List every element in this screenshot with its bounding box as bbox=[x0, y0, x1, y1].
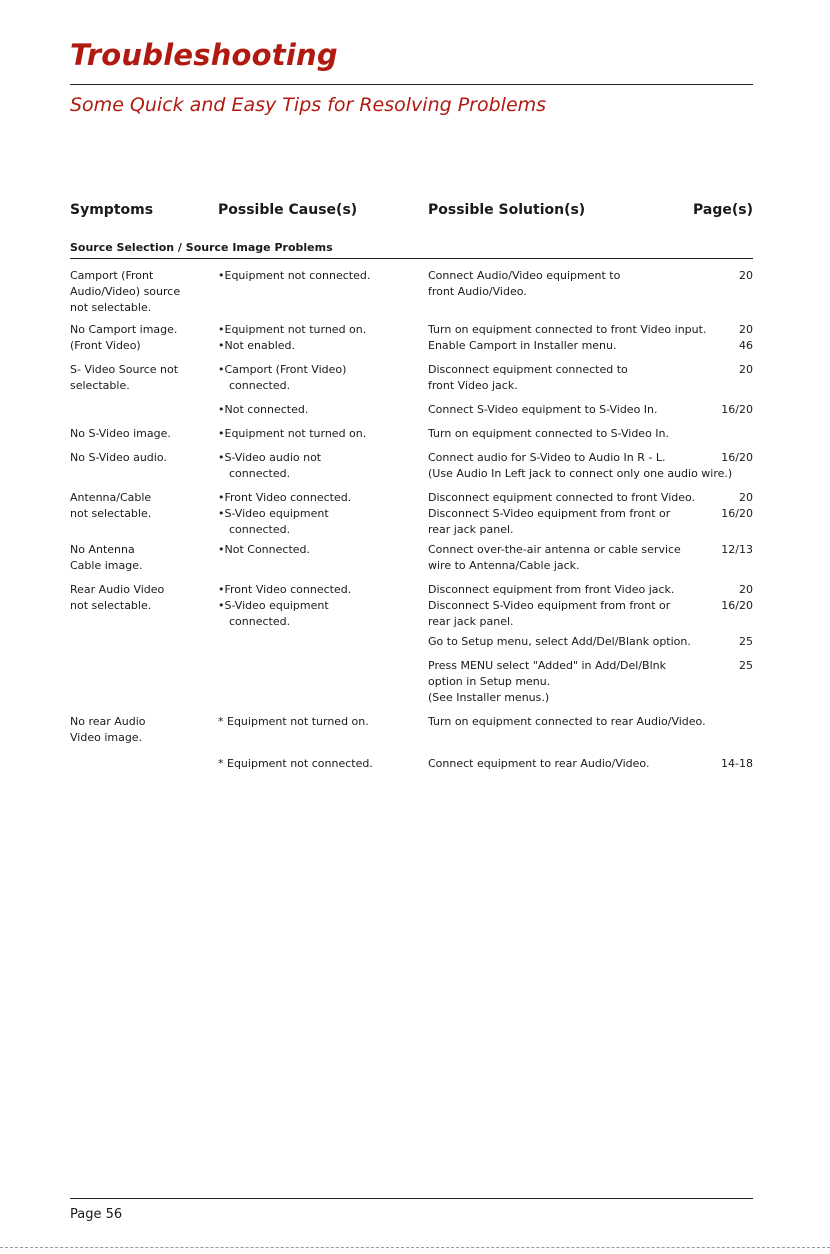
page-line: 25 bbox=[739, 635, 753, 648]
cause-cell bbox=[218, 338, 423, 354]
header-pages: Page(s) bbox=[693, 202, 753, 218]
symptom-line: not selectable. bbox=[70, 599, 152, 612]
symptom-line: No S-Video image. bbox=[70, 427, 171, 440]
cause-line: • Not enabled. bbox=[218, 338, 423, 354]
cause-cell bbox=[218, 402, 423, 418]
solution-cell bbox=[428, 582, 718, 598]
cause-line: • Not Connected. bbox=[218, 542, 423, 558]
symptom-cell bbox=[70, 450, 210, 466]
cause-line: • Equipment not turned on. bbox=[218, 426, 423, 442]
solution-line: rear jack panel. bbox=[428, 523, 514, 536]
page-cell bbox=[693, 506, 753, 522]
symptom-cell bbox=[70, 542, 210, 574]
symptom-line: not selectable. bbox=[70, 301, 152, 314]
solution-line: Connect Audio/Video equipment to bbox=[428, 269, 621, 282]
symptom-line: No rear Audio bbox=[70, 715, 146, 728]
solution-line: wire to Antenna/Cable jack. bbox=[428, 559, 580, 572]
symptom-line: No Antenna bbox=[70, 543, 135, 556]
solution-line: Turn on equipment connected to rear Audio/Video. bbox=[428, 715, 706, 728]
cause-line: * Equipment not turned on. bbox=[218, 714, 423, 730]
footer-rule bbox=[70, 1198, 753, 1199]
symptom-line: Camport (Front bbox=[70, 269, 154, 282]
cause-cell bbox=[218, 598, 423, 630]
page-line: 16/20 bbox=[721, 599, 753, 612]
symptom-line: (Front Video) bbox=[70, 339, 141, 352]
cause-line: • Front Video connected. bbox=[218, 582, 423, 598]
solution-line: Disconnect S-Video equipment from front or bbox=[428, 599, 671, 612]
page-number: Page 56 bbox=[70, 1207, 123, 1222]
scan-edge bbox=[0, 1247, 830, 1248]
page-line: 46 bbox=[739, 339, 753, 352]
cause-cell bbox=[218, 542, 423, 558]
cause-line: • S-Video equipment bbox=[218, 598, 423, 614]
solution-cell bbox=[428, 598, 718, 630]
symptom-line: No S-Video audio. bbox=[70, 451, 167, 464]
symptom-cell bbox=[70, 426, 210, 442]
cause-cell bbox=[218, 322, 423, 338]
symptom-line: not selectable. bbox=[70, 507, 152, 520]
cause-line: connected. bbox=[229, 615, 291, 628]
solution-line: Connect S-Video equipment to S-Video In. bbox=[428, 403, 658, 416]
solution-line: Go to Setup menu, select Add/Del/Blank option. bbox=[428, 635, 691, 648]
page-cell bbox=[693, 756, 753, 772]
solution-cell bbox=[428, 506, 718, 538]
cause-line: • S-Video equipment bbox=[218, 506, 423, 522]
solution-line: Enable Camport in Installer menu. bbox=[428, 339, 617, 352]
solution-cell bbox=[428, 362, 718, 394]
symptom-line: Antenna/Cable bbox=[70, 491, 152, 504]
page-cell bbox=[693, 362, 753, 378]
solution-line: Disconnect S-Video equipment from front or bbox=[428, 507, 671, 520]
page-line: 14-18 bbox=[721, 757, 753, 770]
solution-line: front Video jack. bbox=[428, 379, 518, 392]
cause-line: • Equipment not connected. bbox=[218, 268, 423, 284]
page-line: 16/20 bbox=[721, 403, 753, 416]
solution-cell bbox=[428, 268, 718, 300]
page-cell bbox=[693, 658, 753, 674]
solution-cell bbox=[428, 322, 718, 338]
title-rule bbox=[70, 84, 753, 85]
page-line: 20 bbox=[739, 269, 753, 282]
cause-cell bbox=[218, 268, 423, 284]
solution-cell bbox=[428, 634, 718, 650]
page-line: 25 bbox=[739, 659, 753, 672]
cause-line: • Front Video connected. bbox=[218, 490, 423, 506]
page-line: 20 bbox=[739, 323, 753, 336]
solution-line: Connect audio for S-Video to Audio In R - L. bbox=[428, 451, 666, 464]
solution-line: Disconnect equipment connected to front Video. bbox=[428, 491, 696, 504]
symptom-cell bbox=[70, 322, 210, 354]
solution-line: Connect equipment to rear Audio/Video. bbox=[428, 757, 650, 770]
page-line: 20 bbox=[739, 491, 753, 504]
cause-cell bbox=[218, 450, 423, 482]
page-line: 16/20 bbox=[721, 507, 753, 520]
solution-line: Turn on equipment connected to front Video input. bbox=[428, 323, 707, 336]
page-cell bbox=[693, 338, 753, 354]
symptom-line: Audio/Video) source bbox=[70, 285, 181, 298]
cause-cell bbox=[218, 756, 423, 772]
solution-cell bbox=[428, 426, 718, 442]
section-heading: Source Selection / Source Image Problems bbox=[70, 241, 333, 254]
symptom-cell bbox=[70, 714, 210, 746]
solution-line: rear jack panel. bbox=[428, 615, 514, 628]
header-causes: Possible Cause(s) bbox=[218, 202, 358, 218]
page-line: 20 bbox=[739, 583, 753, 596]
symptom-line: S- Video Source not bbox=[70, 363, 179, 376]
solution-cell bbox=[428, 450, 733, 482]
solution-cell bbox=[428, 338, 718, 354]
cause-line: • Camport (Front Video) bbox=[218, 362, 423, 378]
solution-cell bbox=[428, 756, 718, 772]
cause-cell bbox=[218, 506, 423, 538]
cause-line: • Equipment not turned on. bbox=[218, 322, 423, 338]
page-subtitle: Some Quick and Easy Tips for Resolving Problems bbox=[70, 94, 547, 116]
symptom-cell bbox=[70, 582, 210, 614]
symptom-line: Cable image. bbox=[70, 559, 143, 572]
cause-line: • S-Video audio not bbox=[218, 450, 423, 466]
page-cell bbox=[693, 598, 753, 614]
page-cell bbox=[693, 490, 753, 506]
page-line: 16/20 bbox=[721, 451, 753, 464]
cause-cell bbox=[218, 362, 423, 394]
section-rule bbox=[70, 258, 753, 259]
symptom-cell bbox=[70, 362, 210, 394]
symptom-cell bbox=[70, 490, 210, 522]
cause-line: * Equipment not connected. bbox=[218, 756, 423, 772]
symptom-line: selectable. bbox=[70, 379, 130, 392]
symptom-line: No Camport image. bbox=[70, 323, 178, 336]
cause-line: • Not connected. bbox=[218, 402, 423, 418]
cause-cell bbox=[218, 490, 423, 506]
page-cell bbox=[693, 450, 753, 466]
cause-line: connected. bbox=[229, 523, 291, 536]
solution-cell bbox=[428, 658, 718, 706]
symptom-cell bbox=[70, 268, 210, 316]
page-line: 12/13 bbox=[721, 543, 753, 556]
solution-line: front Audio/Video. bbox=[428, 285, 527, 298]
solution-line: Connect over-the-air antenna or cable service bbox=[428, 543, 681, 556]
page-cell bbox=[693, 582, 753, 598]
solution-line: option in Setup menu. bbox=[428, 675, 551, 688]
cause-cell bbox=[218, 714, 423, 730]
solution-line: Disconnect equipment from front Video jack. bbox=[428, 583, 675, 596]
page-cell bbox=[693, 634, 753, 650]
solution-cell bbox=[428, 490, 718, 506]
page-line: 20 bbox=[739, 363, 753, 376]
page-cell bbox=[693, 542, 753, 558]
solution-line: (Use Audio In Left jack to connect only one audio wire.) bbox=[428, 467, 733, 480]
symptom-line: Video image. bbox=[70, 731, 143, 744]
symptom-line: Rear Audio Video bbox=[70, 583, 165, 596]
solution-line: Press MENU select "Added" in Add/Del/Blnk bbox=[428, 659, 666, 672]
cause-cell bbox=[218, 426, 423, 442]
header-solutions: Possible Solution(s) bbox=[428, 202, 586, 218]
page-cell bbox=[693, 402, 753, 418]
cause-cell bbox=[218, 582, 423, 598]
solution-line: (See Installer menus.) bbox=[428, 691, 550, 704]
page-cell bbox=[693, 268, 753, 284]
solution-line: Turn on equipment connected to S-Video In. bbox=[428, 427, 670, 440]
solution-cell bbox=[428, 542, 718, 574]
page-title: Troubleshooting bbox=[70, 38, 338, 72]
solution-cell bbox=[428, 714, 718, 730]
solution-line: Disconnect equipment connected to bbox=[428, 363, 628, 376]
header-symptoms: Symptoms bbox=[70, 202, 154, 218]
cause-line: connected. bbox=[229, 379, 291, 392]
cause-line: connected. bbox=[229, 467, 291, 480]
page-cell bbox=[693, 322, 753, 338]
solution-cell bbox=[428, 402, 718, 418]
